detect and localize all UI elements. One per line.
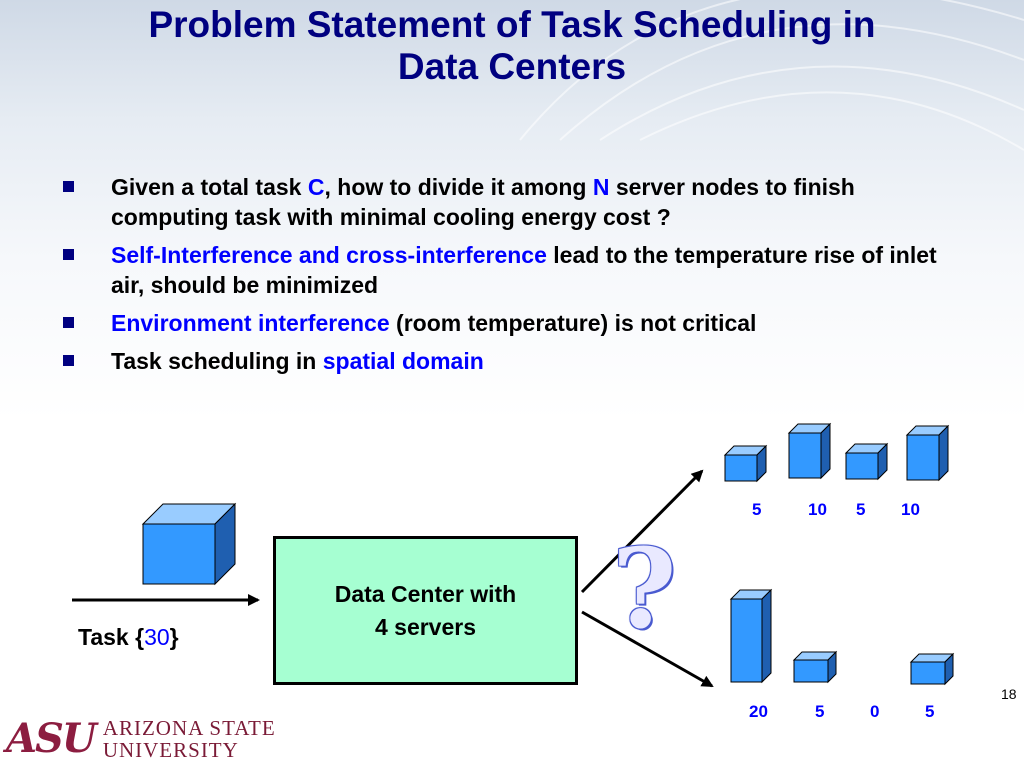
upper-value-4: 10 — [901, 500, 920, 519]
logo-line-1: ARIZONA STATE — [102, 716, 276, 740]
bullet-text: , how to divide it among — [324, 174, 593, 200]
highlight-c: C — [307, 174, 325, 200]
bullet-text: server nodes to finish computing task with minimal cooling energy cost ? — [111, 174, 855, 230]
lower-value-1: 20 — [749, 702, 768, 721]
highlight-n: N — [592, 174, 610, 200]
highlight-interference: Self-Interference and cross-interference — [111, 242, 547, 268]
upper-option-cubes — [725, 424, 948, 481]
server-cube — [846, 444, 887, 479]
question-mark-icon: ? — [612, 524, 677, 653]
data-center-line-1: Data Center with — [334, 580, 517, 607]
title-line-2: Data Centers — [397, 46, 627, 87]
server-cube — [911, 654, 953, 684]
lower-value-4: 5 — [925, 702, 935, 721]
task-label-suffix: } — [169, 624, 179, 650]
server-cube — [789, 424, 830, 478]
server-cube — [907, 426, 948, 480]
bullet-text: Task scheduling in — [111, 348, 323, 374]
server-cube — [794, 652, 836, 682]
asu-logo-mark: ASU — [6, 715, 95, 762]
upper-value-1: 5 — [752, 500, 762, 519]
upper-value-2: 10 — [808, 500, 827, 519]
task-cube — [143, 504, 235, 584]
logo-line-2: UNIVERSITY — [102, 738, 239, 762]
page-number: 18 — [1001, 686, 1017, 702]
asu-logo — [6, 716, 276, 762]
lower-option-cubes — [731, 590, 953, 684]
title-line-1: Problem Statement of Task Scheduling in — [148, 4, 876, 45]
task-label-prefix: Task { — [78, 624, 145, 650]
task-label — [78, 624, 179, 651]
bullet-text: (room temperature) is not critical — [389, 310, 757, 336]
lower-value-3: 0 — [870, 702, 880, 721]
server-cube — [731, 590, 771, 682]
lower-value-2: 5 — [815, 702, 825, 721]
data-center-box — [273, 536, 578, 685]
server-cube — [725, 446, 766, 481]
highlight-environment: Environment interference — [111, 310, 390, 336]
highlight-spatial: spatial domain — [322, 348, 484, 374]
asu-logo-wordmark — [103, 717, 276, 761]
data-center-line-2: 4 servers — [374, 613, 477, 640]
task-value: 30 — [144, 624, 170, 650]
upper-value-3: 5 — [856, 500, 866, 519]
bullet-text: lead to the temperature rise of inlet air, should be minimized — [111, 242, 937, 298]
bullet-text: Given a total task — [111, 174, 308, 200]
